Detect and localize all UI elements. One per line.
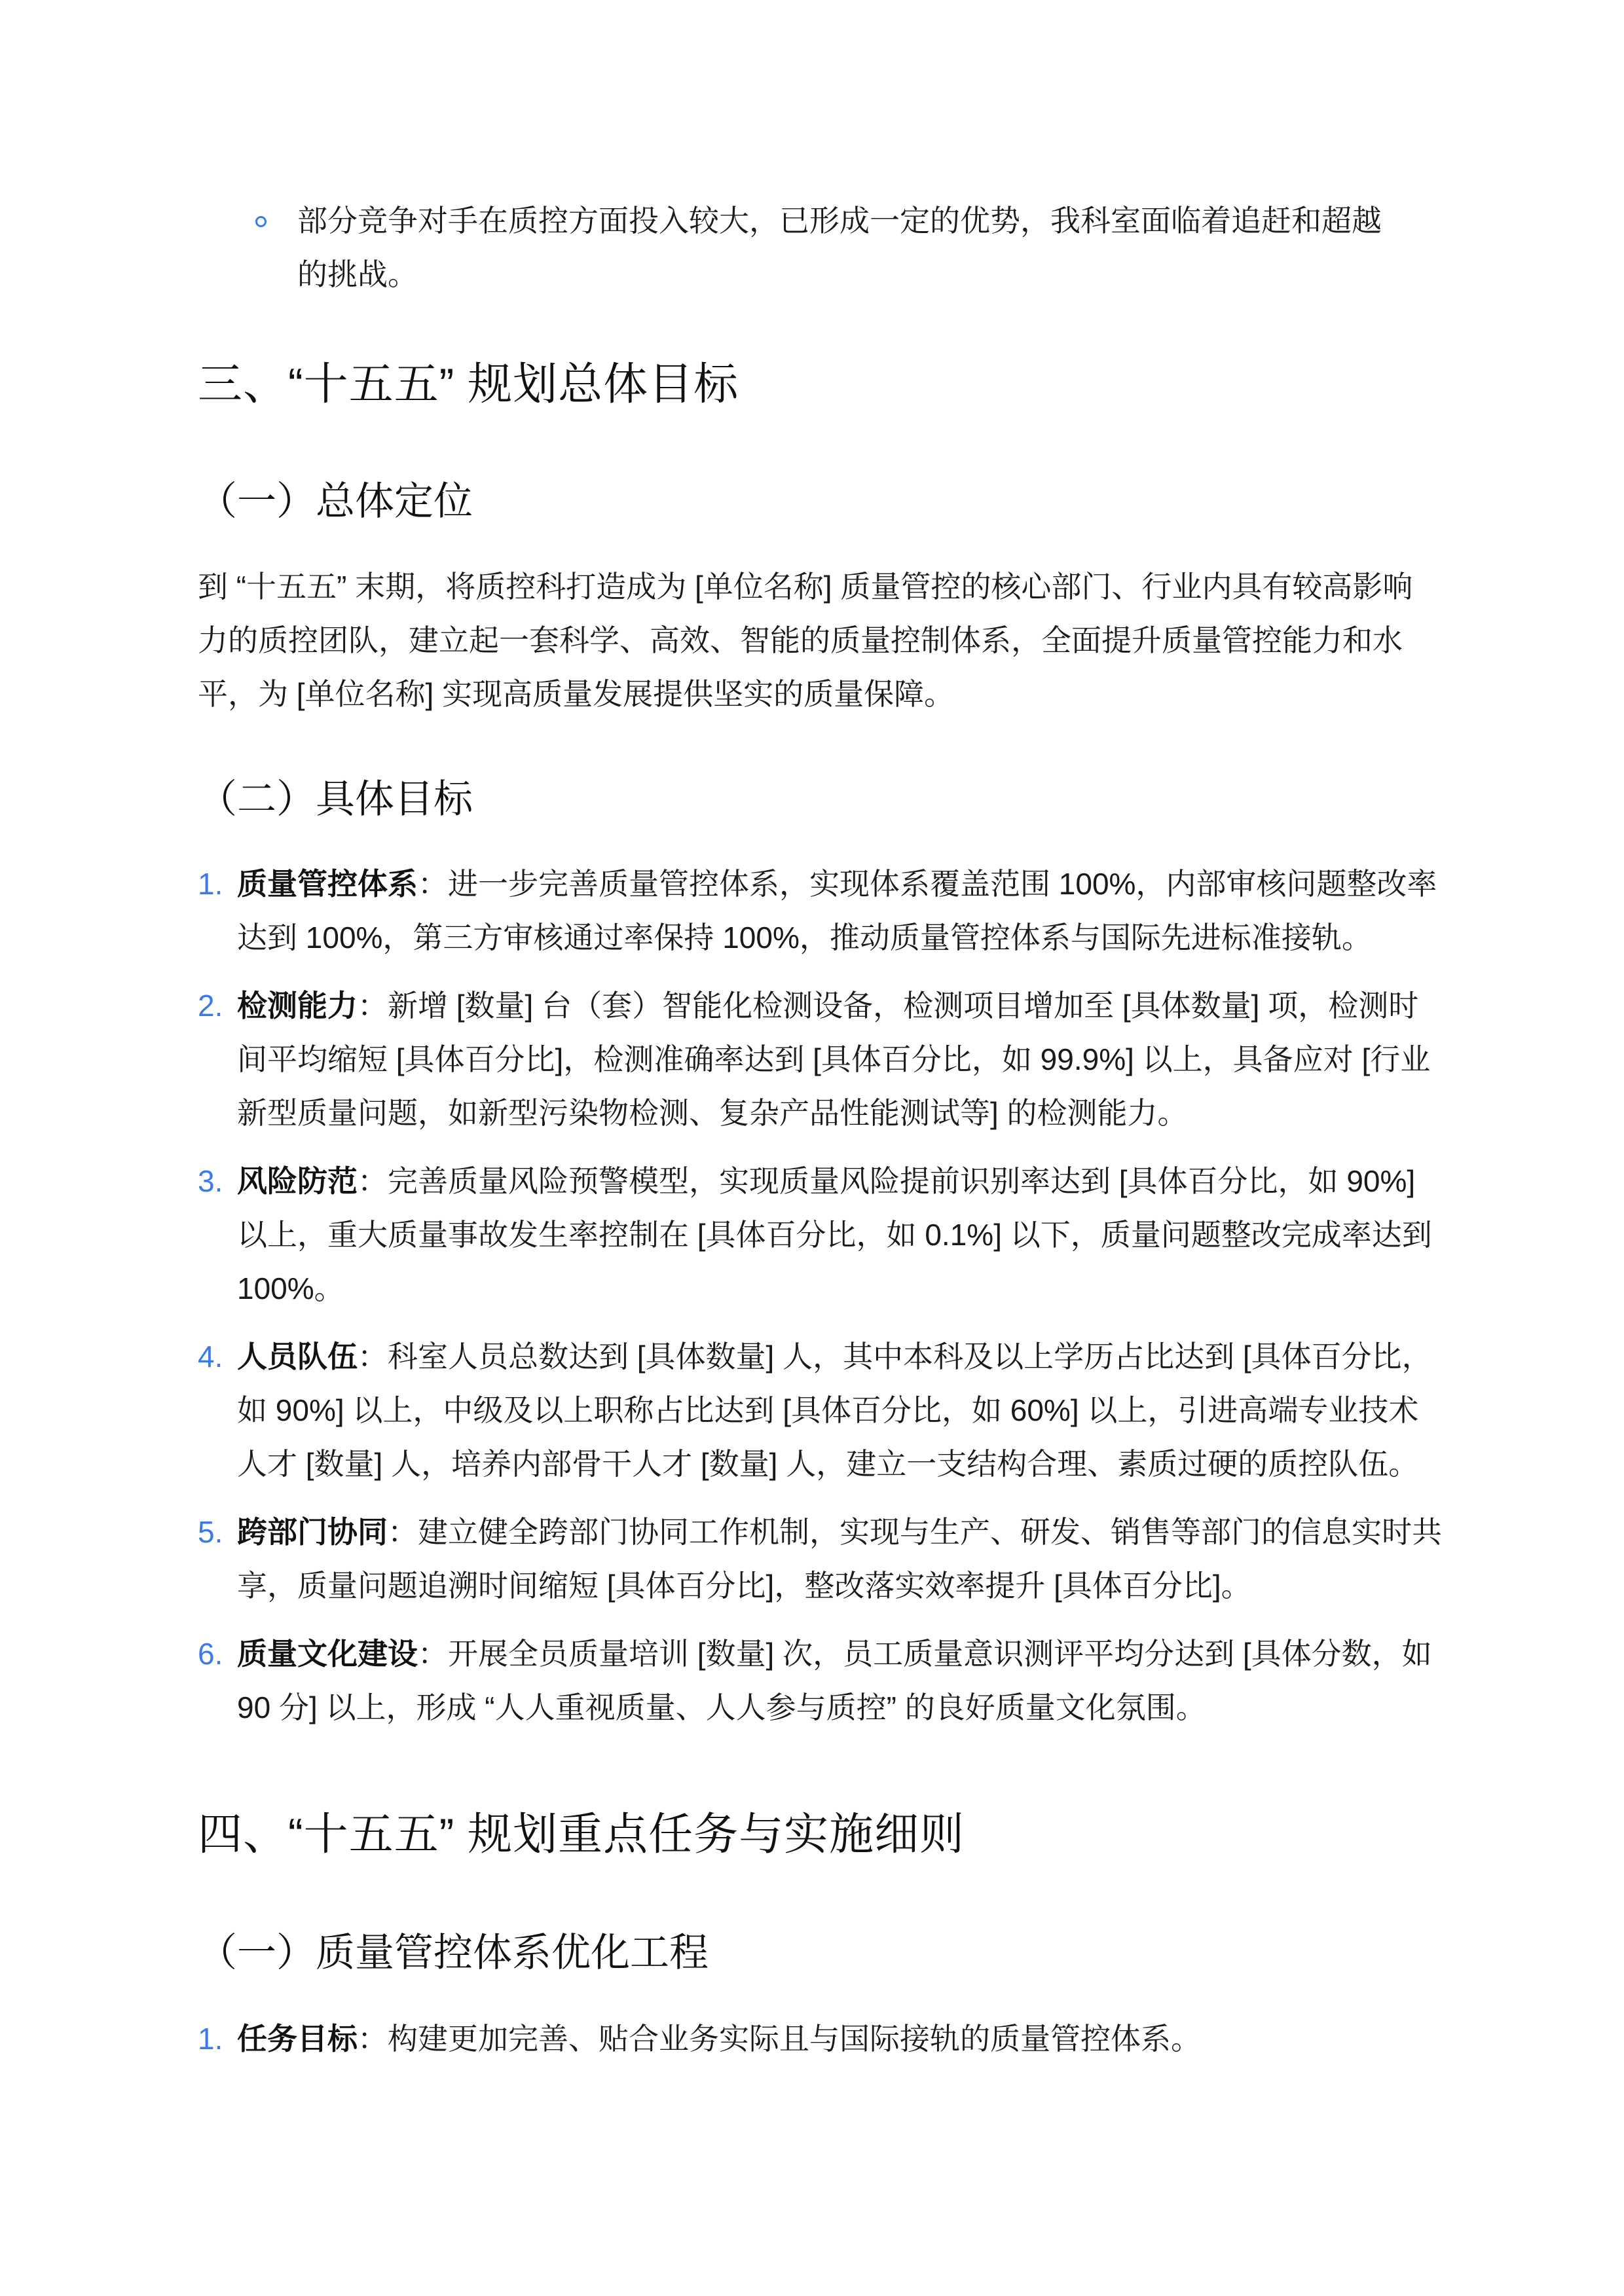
goal-title: 质量管控体系 [237,867,418,901]
list-number: 6. [198,1637,223,1671]
goal-item-testing-capability [198,979,1442,1140]
subheading-specific-goals: （二）具体目标 [198,777,473,821]
bullet-text: 部分竞争对手在质控方面投入较大，已形成一定的优势，我科室面临着追赶和超越的挑战。 [297,204,1382,291]
task-text: ：构建更加完善、贴合业务实际且与国际接轨的质量管控体系。 [358,2022,1201,2056]
goal-item-staff-team [198,1330,1442,1491]
goal-text: ：完善质量风险预警模型，实现质量风险提前识别率达到 [具体百分比，如 90%] 以上，重大质量事故发生率控制在 [具体百分比，如 0.1%] 以下，质量问题整改完成率达到 100%。 [237,1164,1432,1305]
list-number: 5. [198,1515,223,1549]
task-item-objective [198,2012,1442,2066]
goal-item-cross-department [198,1505,1442,1613]
subheading-quality-system-optimization: （一）质量管控体系优化工程 [198,1931,709,1975]
goal-title: 跨部门协同 [237,1515,388,1549]
list-number: 1. [198,867,223,901]
goal-title: 人员队伍 [237,1339,358,1374]
section-heading-key-tasks: 四、“十五五” 规划重点任务与实施细则 [198,1810,965,1859]
subheading-overall-positioning: （一）总体定位 [198,479,473,523]
positioning-paragraph: 到 “十五五” 末期，将质控科打造成为 [单位名称] 质量管控的核心部门、行业内具有较高影响力的质控团队，建立起一套科学、高效、智能的质量控制体系，全面提升质量管控能力和水平，为 [单位名称] 实现高质量发展提供坚实的质量保障。 [198,570,1413,711]
list-number: 4. [198,1339,223,1374]
goal-text: ：科室人员总数达到 [具体数量] 人，其中本科及以上学历占比达到 [具体百分比，如 90%] 以上，中级及以上职称占比达到 [具体百分比，如 60%] 以上，引进高端专业技术人才 [数量] 人，培养内部骨干人才 [数量] 人，建立一支结构合理、素质过硬的质控队伍。 [237,1339,1432,1481]
goal-item-risk-prevention [198,1154,1442,1315]
goal-title: 质量文化建设 [237,1637,418,1671]
task-list [198,2012,1442,2080]
goal-title: 风险防范 [237,1164,358,1198]
goal-text: ：开展全员质量培训 [数量] 次，员工质量意识测评平均分达到 [具体分数，如 90 分] 以上，形成 “人人重视质量、人人参与质控” 的良好质量文化氛围。 [237,1637,1432,1724]
list-number: 1. [198,2022,223,2056]
bullet-item [198,194,1411,301]
goal-item-quality-system [198,857,1442,964]
goal-text: ：建立健全跨部门协同工作机制，实现与生产、研发、销售等部门的信息实时共享，质量问题追溯时间缩短 [具体百分比]，整改落实效率提升 [具体百分比]。 [237,1515,1442,1603]
task-title: 任务目标 [237,2022,358,2056]
section-heading-overall-goals: 三、“十五五” 规划总体目标 [198,359,739,409]
hollow-circle-bullet-icon [255,216,267,227]
goal-title: 检测能力 [237,989,358,1023]
specific-goals-list [198,857,1442,1749]
goal-text: ：进一步完善质量管控体系，实现体系覆盖范围 100%，内部审核问题整改率达到 100%，第三方审核通过率保持 100%，推动质量管控体系与国际先进标准接轨。 [237,867,1437,955]
goal-item-quality-culture [198,1627,1442,1734]
list-number: 2. [198,989,223,1023]
competition-bullet-list [198,194,1442,301]
list-number: 3. [198,1164,223,1198]
goal-text: ：新增 [数量] 台（套）智能化检测设备，检测项目增加至 [具体数量] 项，检测时间平均缩短 [具体百分比]，检测准确率达到 [具体百分比，如 99.9%] 以上，具备应对 [行业新型质量问题，如新型污染物检测、复杂产品性能测试等] 的检测能力。 [237,989,1431,1130]
